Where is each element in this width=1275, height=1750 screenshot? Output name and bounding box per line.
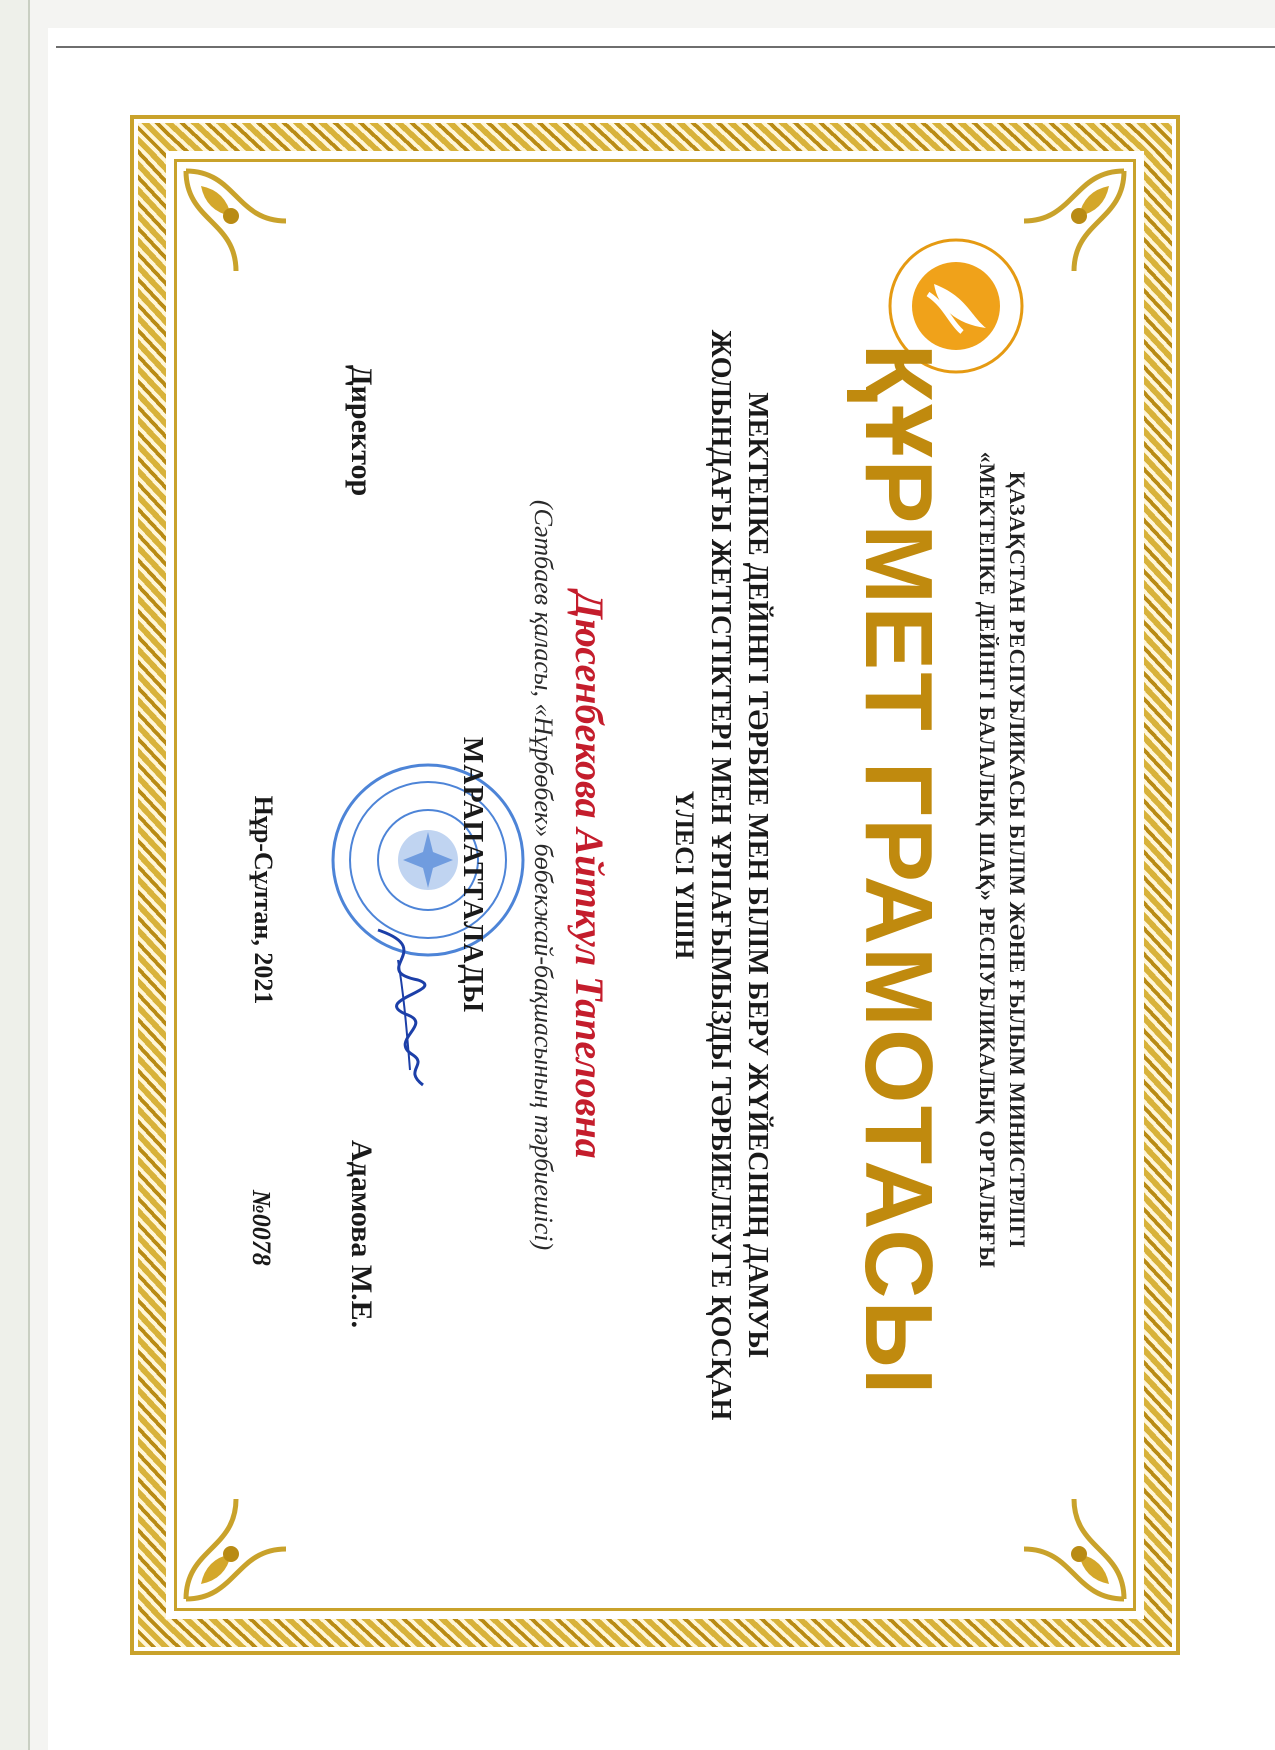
director-signature [348, 920, 458, 1090]
recipient-name: Дюсенбекова Айткул Тапеловна [567, 591, 612, 1159]
place-and-year: Нұр-Сұлтан, 2021 [249, 795, 278, 1005]
certificate-content [138, 100, 1148, 1650]
director-label: Директор [345, 365, 378, 497]
reason-line-2: ЖОЛЫНДАҒЫ ЖЕТІСТІКТЕРІ МЕН ҰРПАҒЫМЫЗДЫ ТӘРБИЕЛЕУГЕ ҚОСҚАН [705, 329, 736, 1421]
scan-edge [0, 0, 30, 1750]
certificate-title: ҚҰРМЕТ ГРАМОТАСЫ [845, 343, 952, 1397]
signer-name: Адамова М.Е. [345, 1140, 378, 1329]
top-rule [56, 46, 1275, 48]
org-line-center: «МЕКТЕПКЕ ДЕЙІНГІ БАЛАЛЫҚ ШАҚ» РЕСПУБЛИКАЛЫҚ ОРТАЛЫҒЫ [975, 451, 1000, 1269]
scan-edge-line [28, 0, 30, 1750]
reason-line-3: ҮЛЕСІ ҮШІН [670, 790, 699, 960]
org-line-ministry: ҚАЗАҚСТАН РЕСПУБЛИКАСЫ БІЛІМ ЖӘНЕ ҒЫЛЫМ МИНИСТРЛІГІ [1005, 471, 1030, 1249]
certificate-number: №0078 [247, 1190, 276, 1266]
recipient-affiliation: (Сәтбаев қаласы, «Нұрбөбек» бөбекжай-бақшасының тәрбиешісі) [529, 499, 558, 1251]
reason-line-1: МЕКТЕПКЕ ДЕЙІНГІ ТӘРБИЕ МЕН БІЛІМ БЕРУ ЖҮЙЕСІНІҢ ДАМУЫ [742, 392, 773, 1358]
awarded-label: МАРАПАТТАЛАДЫ [457, 736, 488, 1014]
